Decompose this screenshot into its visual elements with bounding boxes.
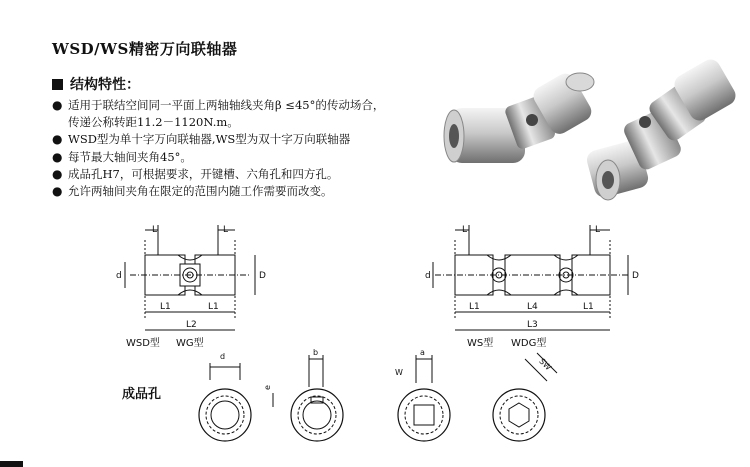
- product-photo: [440, 60, 740, 205]
- feature-list: [52, 97, 384, 200]
- dim-label-L1: L1: [469, 302, 480, 312]
- feature-item: ● WSD型为单十字万向联轴器,WS型为双十字万向联轴器: [52, 131, 384, 148]
- dim-label-L: L: [223, 225, 229, 235]
- dim-label-L1: L1: [160, 302, 171, 312]
- feature-item: ● 允许两轴间夹角在限定的范围内随工作需要而改变。: [52, 183, 384, 200]
- type-label: WS型: [467, 338, 494, 349]
- drawing-ws: [425, 220, 650, 350]
- dim-label-d: d: [425, 271, 431, 281]
- bullet-icon: ●: [52, 132, 63, 147]
- bullet-icon: ●: [52, 184, 63, 199]
- dim-label-D: D: [259, 271, 266, 281]
- dim-label-L: L: [595, 225, 601, 235]
- bore-dim-e: e: [263, 385, 272, 390]
- double-joint-photo: [585, 56, 739, 200]
- bore-hex: [485, 345, 565, 450]
- dim-label-L1: L1: [583, 302, 594, 312]
- dim-label-L4: L4: [527, 302, 538, 312]
- bore-keyway: [265, 345, 350, 450]
- type-label: WG型: [176, 338, 204, 349]
- corner-bar: [0, 461, 23, 467]
- bore-dim-w: W: [395, 368, 403, 377]
- joint-body: [130, 240, 250, 320]
- dim-label-L: L: [462, 225, 468, 235]
- drawing-wsd: [100, 220, 275, 350]
- square-bullet-icon: [52, 79, 63, 90]
- section-heading-text: 结构特性：: [70, 77, 140, 93]
- type-label: WSD型: [126, 338, 160, 349]
- bore-dim-sw: SW: [537, 356, 553, 373]
- bore-dim-b: b: [313, 348, 319, 357]
- type-label: WDG型: [511, 338, 547, 349]
- feature-item: ● 适用于联结空间同一平面上两轴轴线夹角β ≤45°的传动场合， 传递公称转距11.2－1120N.m。: [52, 98, 385, 130]
- bore-dim-a: a: [420, 348, 425, 357]
- bullet-icon: ●: [52, 98, 63, 112]
- bore-round: [192, 345, 262, 450]
- dim-label-D: D: [632, 271, 639, 281]
- dim-label-L2: L2: [186, 320, 197, 330]
- feature-item: ● 每节最大轴间夹角45°。: [52, 149, 384, 166]
- section-heading: [52, 74, 140, 94]
- bore-square: [390, 345, 460, 450]
- dim-label-L1: L1: [208, 302, 219, 312]
- dim-label-L3: L3: [527, 320, 538, 330]
- bore-dim-d: d: [220, 352, 226, 361]
- page-title: WSD/WS精密万向联轴器: [52, 40, 238, 58]
- single-joint-photo: [444, 70, 595, 163]
- feature-item: ● 成品孔H7，可根据要求，开键槽、六角孔和四方孔。: [52, 166, 384, 183]
- dim-label-L: L: [152, 225, 158, 235]
- bore-label: 成品孔: [122, 387, 162, 402]
- bullet-icon: ●: [52, 149, 63, 164]
- bullet-icon: ●: [52, 166, 63, 181]
- dim-label-d: d: [116, 271, 122, 281]
